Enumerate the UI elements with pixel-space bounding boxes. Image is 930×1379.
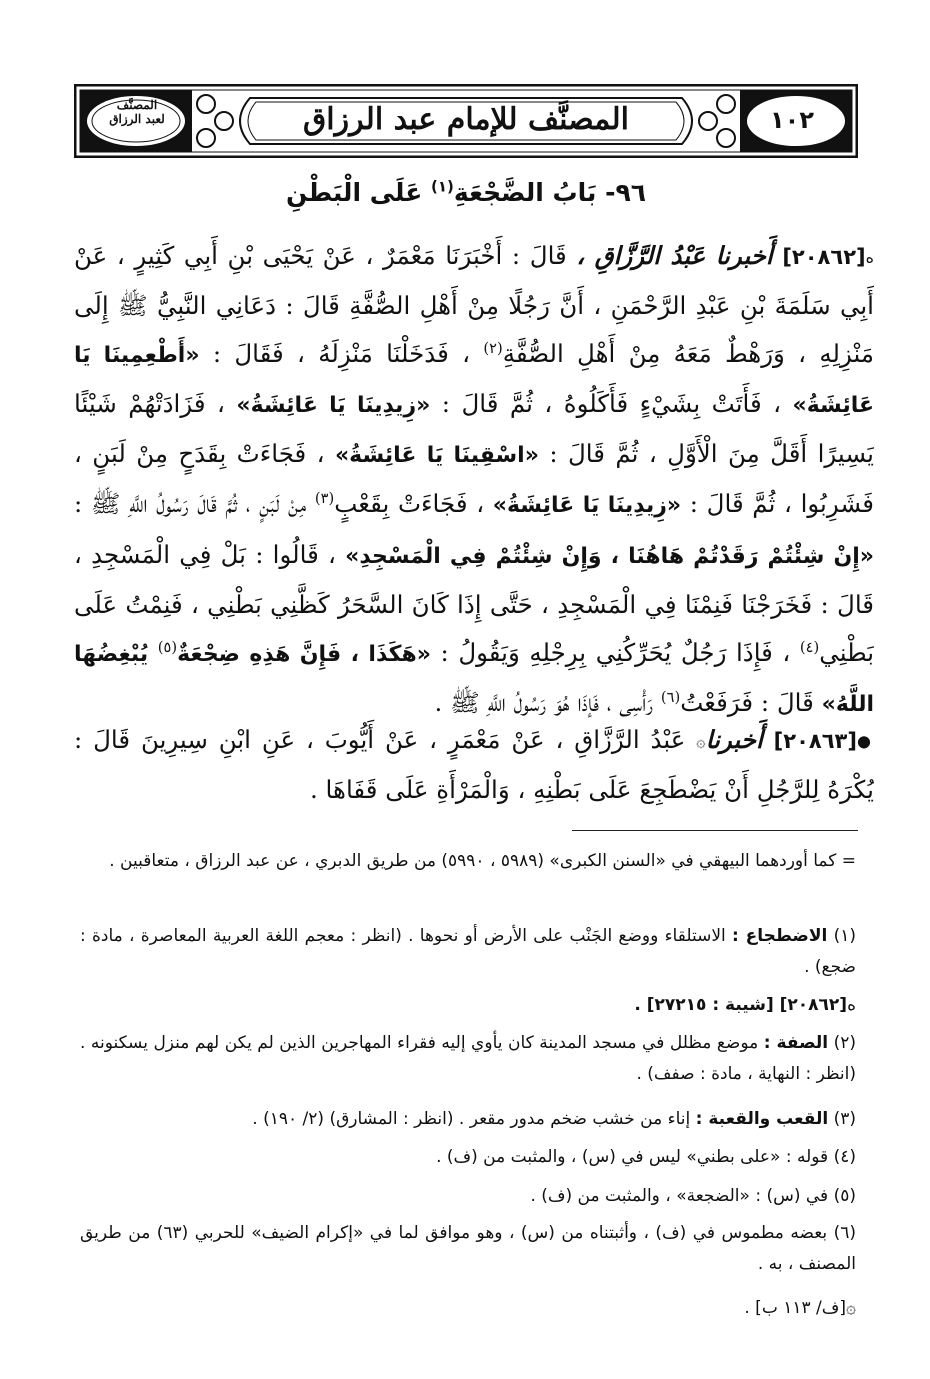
prophetic-quote: يُبْغِضُهَا اللَّهُ» [74, 642, 874, 718]
hadith-number: [٢٠٨٦٣] [773, 729, 857, 753]
isnad-lead: أَخبرنا عَبْدُ الرَّزَّاقِ ، [576, 241, 773, 270]
footnote-ref-2: (٢) [483, 339, 503, 357]
hadith-marker: ه [865, 247, 874, 267]
page-number: ١٠٢ [770, 106, 814, 134]
chapter-title-suffix: عَلَى الْبَطْنِ [286, 178, 423, 207]
footnote-text: موضع مظلل في مسجد المدينة كان يأوي إليه فقراء المهاجرين الذين لم يكن لهم منزل يسكنونه . (انظر : النهاية ، مادة : صفف) . [80, 1033, 856, 1084]
footnote-ref-6: (٦) [660, 689, 681, 707]
prophetic-quote: «زِيدِينَا يَا عَائِشَةُ» [492, 493, 682, 519]
footnote-ref-4: (٤) [799, 638, 820, 656]
footnote-text: كما أوردهما البيهقي في «السنن الكبرى» (٥٩٨٩ ، ٥٩٩٠) من طريق الدبري ، عن عبد الرزاق ، متعاقبين . [109, 851, 837, 871]
prophetic-quote: «أَطْعِمِينَا يَا عَائِشَةُ» [74, 342, 874, 418]
header-seal [92, 98, 182, 144]
hadith-text: ، فَإِذَا رَجُلٌ يُحَرِّكُنِي بِرِجْلِهِ وَيَقُولُ : [440, 638, 791, 668]
hadith-text: ، فَجَاءَتْ بِقَدَحٍ مِنْ لَبَنٍ ، فَشَرِبُوا ، ثُمَّ قَالَ : [74, 439, 874, 519]
continuation-mark: = [841, 851, 856, 871]
footnote-5 [80, 1181, 856, 1212]
page-header [74, 84, 858, 158]
footnote-text: (٦) بعضه مطموس في (ف) ، وأثبتناه من (س) ، وهو موافق لما في «إكرام الضيف» للحربي (٦٣) من طريق المصنف ، به . [80, 1223, 856, 1274]
folio-mark: ۞ [696, 731, 706, 751]
footnote-ref-1: (١) [431, 177, 454, 196]
hadith-text: قَالَ : أَخْبَرَنَا مَعْمَرٌ ، عَنْ يَحْيَى بْنِ أَبِي كَثِيرٍ ، عَنْ أَبِي سَلَمَةَ بْنِ عَبْدِ الرَّحْمَنِ ، أَنَّ رَجُلًا مِنْ أَهْلِ الصُّفَّةِ قَالَ : دَعَانِي النَّبِيُّ ﷺ إِلَى مَنْزِلِهِ ، وَرَهْطٌ مَعَهُ مِنْ أَهْلِ الصُّفَّةِ [74, 241, 874, 368]
book-title: المصنَّف للإمام عبد الرزاق [303, 102, 629, 137]
hadith-text: مِنْ لَبَنٍ ، ثُمَّ قَالَ رَسُولُ اللَّهِ ﷺ : [74, 489, 307, 519]
footnote-6 [80, 1218, 856, 1280]
hadith-20862 [74, 232, 874, 718]
footnote-text: (٥) في (س) : «الضجعة» ، والمثبت من (ف) . [530, 1186, 856, 1206]
prophetic-quote: «اسْقِينَا يَا عَائِشَةُ» [334, 443, 539, 469]
footnote-term: الاضطجاع : [732, 926, 828, 946]
footnote-continuation [80, 846, 856, 877]
footnote-ref-3: (٣) [314, 490, 335, 508]
hadith-number: [٢٠٨٦٢] [782, 245, 866, 269]
footnote-2 [80, 1028, 856, 1090]
footnote-term: الصفة : [763, 1033, 829, 1053]
footnote-text: [٢٠٨٦٢] [شيبة : ٢٧٢١٥] . [634, 995, 848, 1015]
footnote-text: الاستلقاء ووضع الجَنْب على الأرض أو نحوها . (انظر : معجم اللغة العربية المعاصرة ، مادة : ضجع) . [80, 926, 856, 977]
footnote-text: إناء من خشب ضخم مدور مقعر . (انظر : المشارق) (٢/ ١٩٠) . [252, 1109, 691, 1129]
footnote-source-ref [80, 990, 856, 1021]
ref-marker: ه [847, 995, 856, 1015]
footnote-number: (١) [833, 926, 857, 946]
footnote-number: (٢) [833, 1033, 856, 1053]
hadith-text: ، فَجَاءَتْ بِقَعْبٍ [334, 489, 485, 519]
hadith-text: ، فَأَتَتْ بِشَيْءٍ فَأَكَلُوهُ ، ثُمَّ قَالَ : [441, 389, 782, 418]
seal-line-2: لعبد الرزاق [109, 112, 165, 126]
folio-mark: ۞ [846, 1298, 856, 1318]
chapter-heading [74, 178, 858, 207]
footnote-1 [80, 921, 856, 983]
footnote-separator [572, 830, 858, 831]
footnote-ref-5: (٥) [157, 638, 178, 656]
hadith-marker: ● [856, 731, 874, 751]
isnad-lead: أَخبرنا [705, 725, 763, 754]
footnote-text: [ف/ ١١٣ ب] . [744, 1298, 847, 1318]
prophetic-quote: «زِيدِينَا يَا عَائِشَةُ» [236, 393, 431, 418]
footnote-3 [80, 1104, 856, 1135]
hadith-20863 [74, 716, 874, 816]
hadith-text: رَأْسِي ، فَإِذَا هُوَ رَسُولُ اللَّهِ ﷺ . [434, 688, 654, 718]
hadith-text: عَبْدُ الرَّزَّاقِ ، عَنْ مَعْمَرٍ ، عَنْ أَيُّوبَ ، عَنِ ابْنِ سِيرِينَ قَالَ : يُكْرَهُ لِلرَّجُلِ أَنْ يَضْطَجِعَ عَلَى بَطْنِهِ ، وَالْمَرْأَةِ عَلَى قَفَاهَا . [74, 725, 874, 804]
prophetic-quote: «هَكَذَا ، فَإِنَّ هَذِهِ ضِجْعَةٌ [177, 642, 431, 668]
footnote-4 [80, 1142, 856, 1173]
footnote-term: القعب والقعبة : [695, 1109, 829, 1129]
hadith-text: ، فَزَادَتْهُمْ شَيْئًا يَسِيرًا أَقَلَّ مِنَ الْأَوَّلِ ، ثُمَّ قَالَ : [74, 389, 874, 469]
folio-reference [80, 1293, 856, 1324]
chapter-title: ٩٦- بَابُ الضَّجْعَةِ [453, 178, 646, 207]
seal-line-1: المصنَّف [116, 98, 158, 112]
hadith-text: قَالَ : فَرَفَعْتُ [680, 688, 814, 718]
footnote-text: (٤) قوله : «على بطني» ليس في (س) ، والمثبت من (ف) . [436, 1147, 856, 1167]
prophetic-quote: «إِنْ شِئْتُمْ رَقَدْتُمْ هَاهُنَا ، وَإِنْ شِئْتُمْ فِي الْمَسْجِدِ» [345, 543, 874, 569]
hadith-text: ، قَالُوا : بَلْ فِي الْمَسْجِدِ ، قَالَ : فَخَرَجْنَا فَنِمْنَا فِي الْمَسْجِدِ ، حَتَّى إِذَا كَانَ السَّحَرُ كَظَّنِي بَطْنِي ، فَنِمْتُ عَلَى بَطْنِي [74, 539, 874, 668]
footnote-number: (٣) [833, 1109, 856, 1129]
hadith-text: ، فَدَخَلْنَا مَنْزِلَهُ ، فَقَالَ : [212, 338, 471, 368]
